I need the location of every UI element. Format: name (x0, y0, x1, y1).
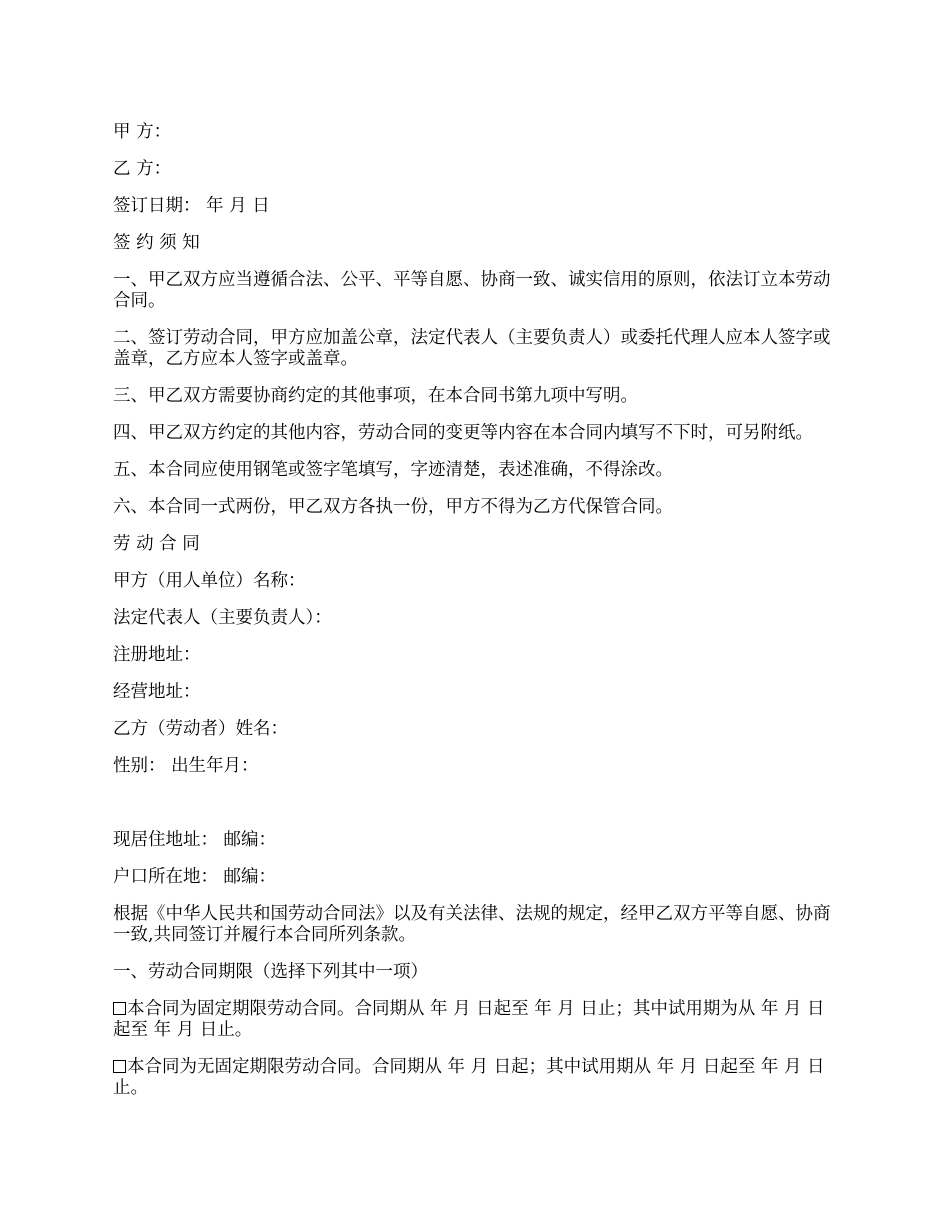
employee-name-line: 乙方（劳动者）姓名： (113, 719, 288, 739)
notice-title: 签 约 须 知 (113, 233, 200, 253)
sign-date-line: 签订日期： 年 月 日 (113, 196, 270, 216)
party-b-line: 乙 方： (113, 159, 172, 179)
section-1-title: 一、劳动合同期限（选择下列其中一项） (113, 962, 428, 982)
notice-item-6: 六、本合同一式两份，甲乙双方各执一份，甲方不得为乙方代保管合同。 (113, 497, 673, 517)
notice-item-1: 一、甲乙双方应当遵循合法、公平、平等自愿、协商一致、诚实信用的原则，依法订立本劳动合同。 (113, 270, 831, 311)
contract-document (113, 122, 841, 1115)
notice-item-2: 二、签订劳动合同，甲方应加盖公章，法定代表人（主要负责人）或委托代理人应本人签字或盖章，乙方应本人签字或盖章。 (113, 328, 831, 369)
current-address-line: 现居住地址： 邮编： (113, 830, 277, 850)
blank-gap (113, 793, 841, 830)
contract-title: 劳 动 合 同 (113, 534, 200, 554)
notice-item-5: 五、本合同应使用钢笔或签字笔填写，字迹清楚，表述准确，不得涂改。 (113, 460, 673, 480)
checkbox-icon[interactable] (113, 1002, 126, 1015)
party-a-line: 甲 方： (113, 122, 172, 142)
employer-name-line: 甲方（用人单位）名称： (113, 571, 306, 591)
checkbox-icon[interactable] (113, 1060, 126, 1073)
business-address-line: 经营地址： (113, 682, 201, 702)
legal-rep-line: 法定代表人（主要负责人）： (113, 608, 332, 628)
option-fixed-term (113, 999, 841, 1041)
household-address-line: 户口所在地： 邮编： (113, 867, 277, 887)
registered-address-line: 注册地址： (113, 645, 201, 665)
option-open-term-text: 本合同为无固定期限劳动合同。合同期从 年 月 日起；其中试用期从 年 月 日起至 年 月 日止。 (113, 1057, 825, 1098)
option-open-term (113, 1057, 841, 1099)
notice-item-3: 三、甲乙双方需要协商约定的其他事项，在本合同书第九项中写明。 (113, 386, 638, 406)
preamble-paragraph: 根据《中华人民共和国劳动合同法》以及有关法律、法规的规定，经甲乙双方平等自愿、协商一致,共同签订并履行本合同所列条款。 (113, 904, 831, 945)
option-fixed-term-text: 本合同为固定期限劳动合同。合同期从 年 月 日起至 年 月 日止；其中试用期为从 年 月 日起至 年 月 日止。 (113, 999, 825, 1040)
notice-item-4: 四、甲乙双方约定的其他内容，劳动合同的变更等内容在本合同内填写不下时，可另附纸。 (113, 423, 813, 443)
gender-birth-line: 性别： 出生年月： (113, 756, 259, 776)
